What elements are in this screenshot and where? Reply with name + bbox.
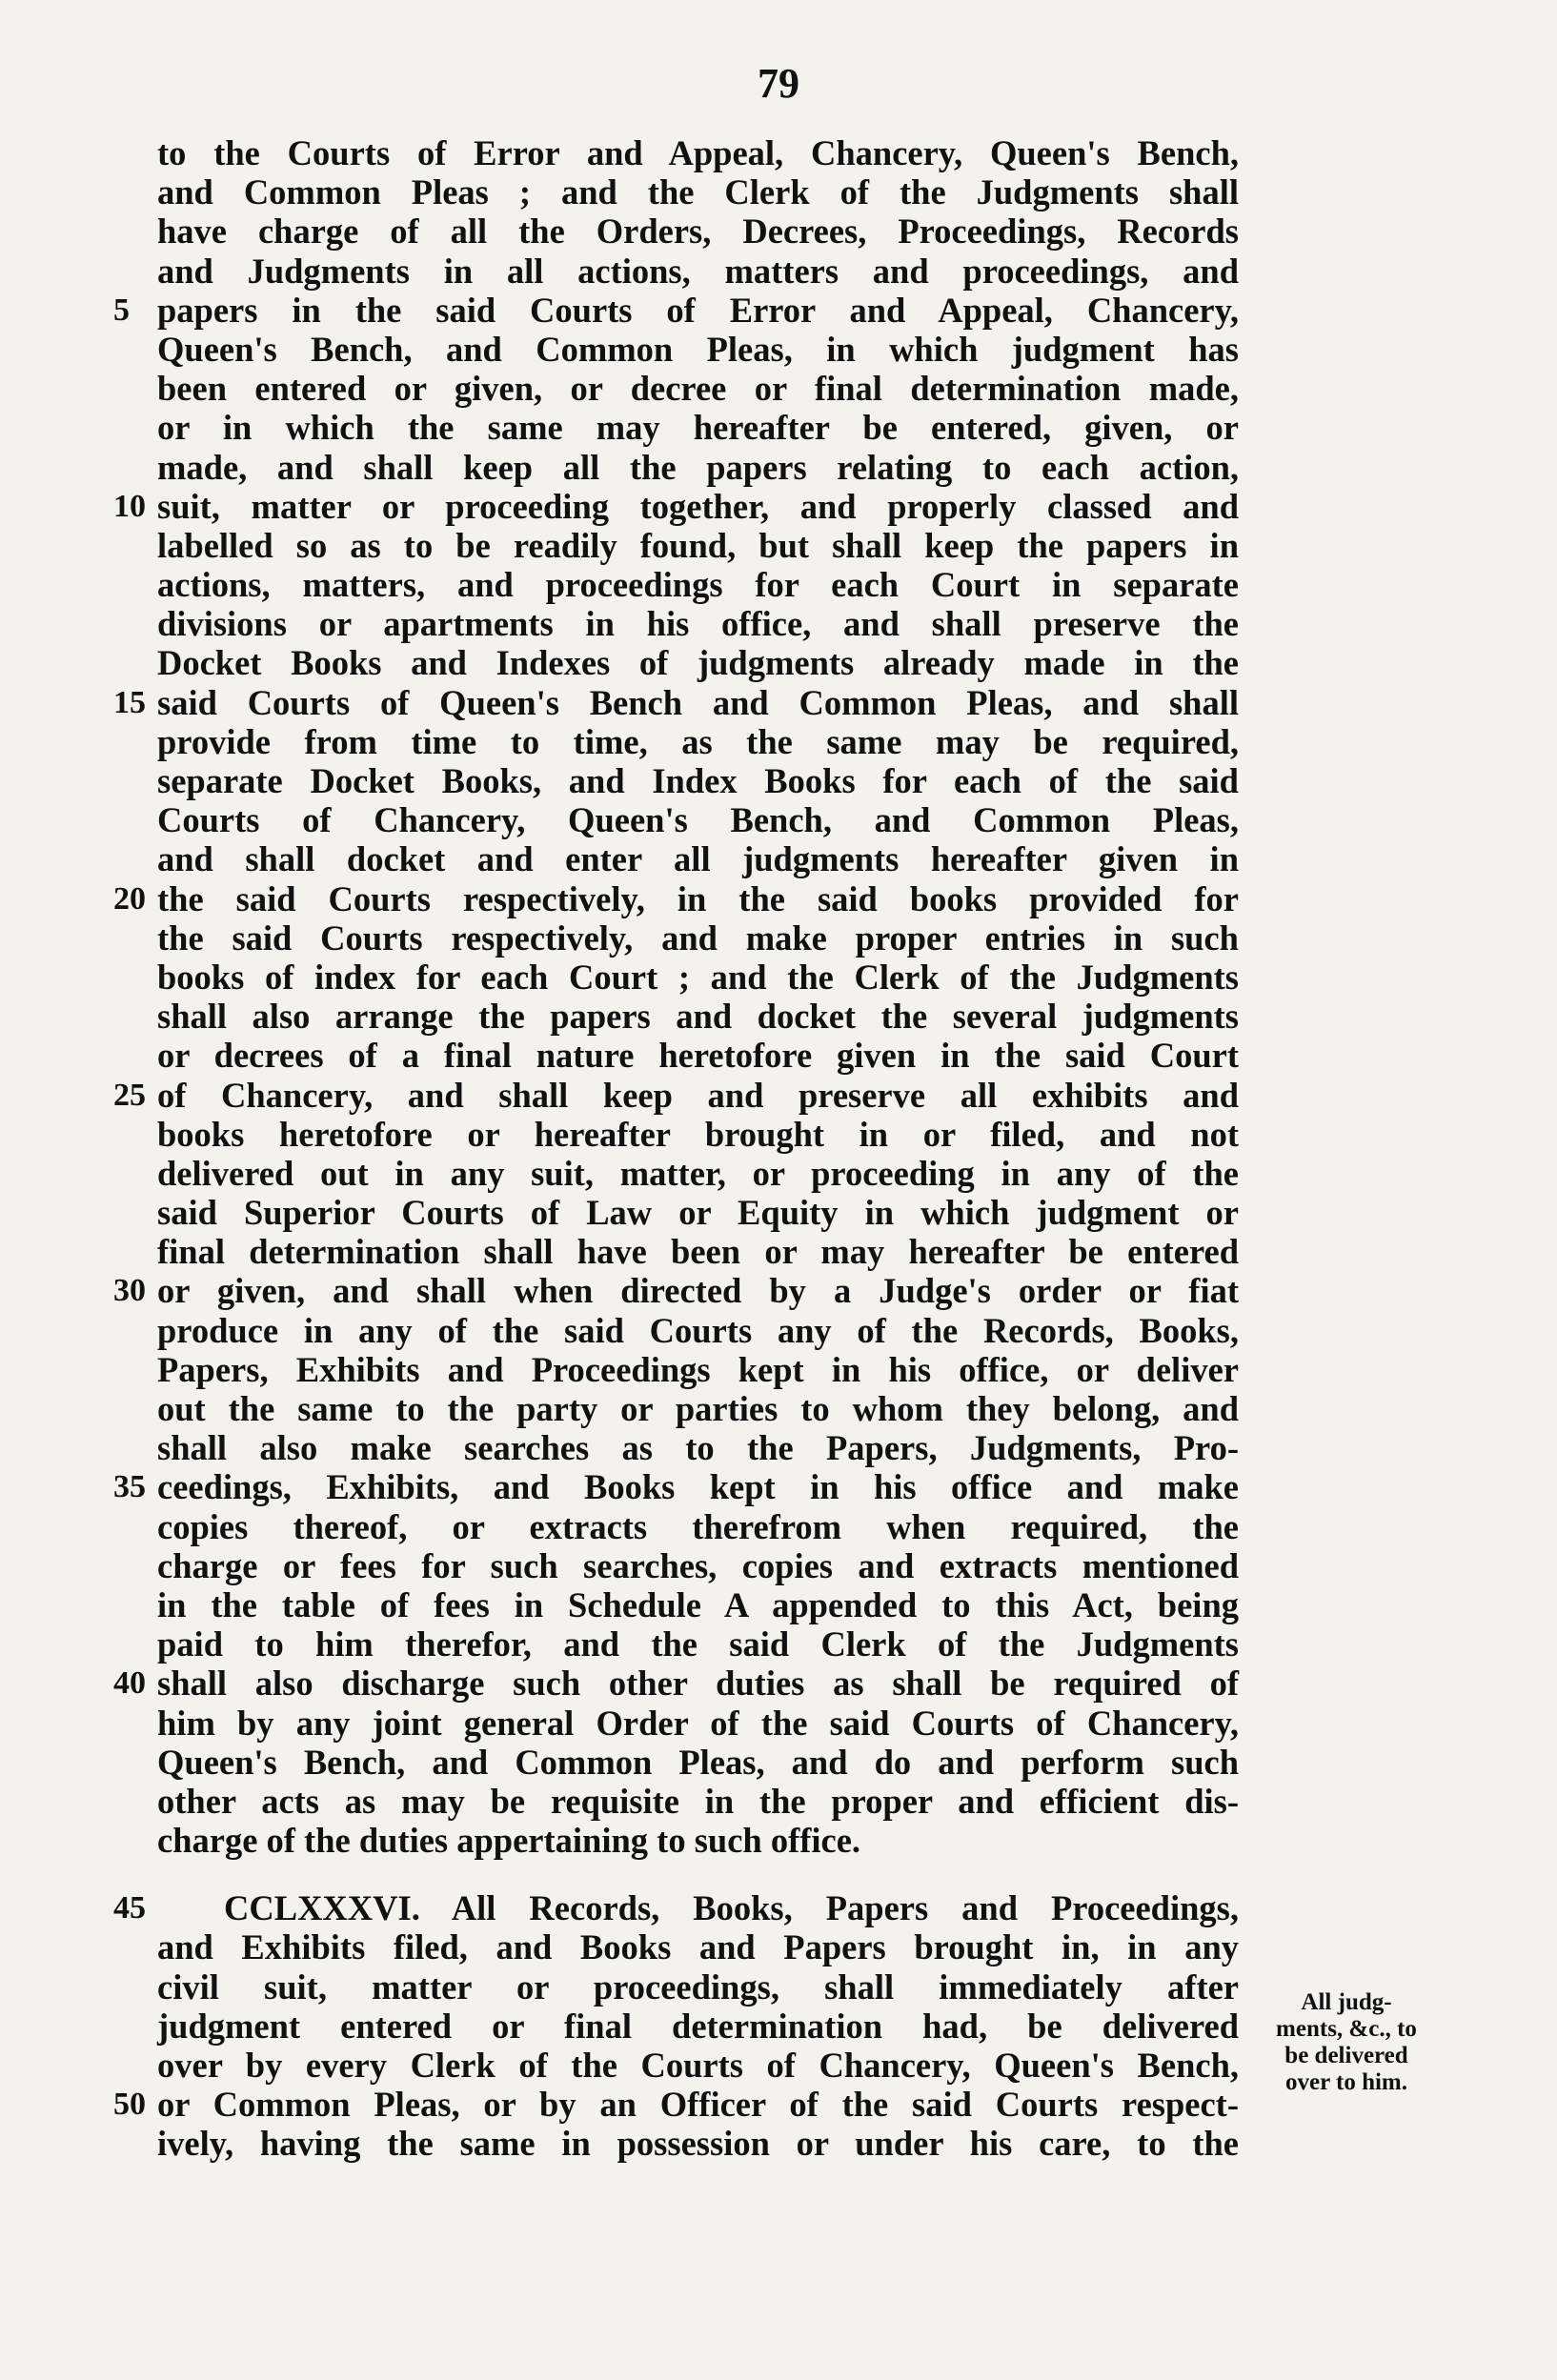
body-text <box>113 133 1239 2164</box>
text-line <box>157 1585 1239 1624</box>
text-line <box>157 1154 1239 1193</box>
text-line <box>113 878 1239 918</box>
line-text: Docket Books and Indexes of judgments already made in the <box>157 643 1239 683</box>
text-line <box>157 565 1239 604</box>
line-text: CCLXXXVI. All Records, Books, Papers and Proceedings, <box>224 1888 1239 1928</box>
text-line <box>157 1350 1239 1389</box>
line-text: and Judgments in all actions, matters and proceedings, and <box>157 251 1239 291</box>
text-line <box>157 604 1239 643</box>
text-line <box>157 2124 1239 2163</box>
line-text: and Common Pleas ; and the Clerk of the Judgments shall <box>157 172 1239 212</box>
line-text: final determination shall have been or may hereafter be entered <box>157 1232 1239 1272</box>
line-text: or decrees of a final nature heretofore given in the said Court <box>157 1036 1239 1076</box>
text-line <box>157 1743 1239 1782</box>
text-line <box>157 212 1239 251</box>
text-line <box>157 918 1239 958</box>
text-line <box>157 1624 1239 1664</box>
line-text: actions, matters, and proceedings for each Court in separate <box>157 565 1239 605</box>
line-text: him by any joint general Order of the said Courts of Chancery, <box>157 1703 1239 1743</box>
text-line <box>157 448 1239 487</box>
text-line <box>157 1193 1239 1232</box>
line-text: or Common Pleas, or by an Officer of the said Courts respect- <box>157 2085 1239 2125</box>
text-line <box>157 2007 1239 2046</box>
line-text: said Courts of Queen's Bench and Common Pleas, and shall <box>157 682 1239 722</box>
line-text: provide from time to time, as the same may be required, <box>157 721 1239 761</box>
text-line <box>113 2085 1239 2125</box>
text-line <box>157 1704 1239 1743</box>
line-text: the said Courts respectively, in the said books provided for <box>157 878 1239 918</box>
text-line <box>157 643 1239 682</box>
line-number: 45 <box>113 1890 146 1926</box>
text-line <box>157 133 1239 172</box>
line-text: separate Docket Books, and Index Books for each of the said <box>157 761 1239 800</box>
text-line <box>157 330 1239 369</box>
line-text: or given, and shall when directed by a Judge's order or fiat <box>157 1271 1239 1311</box>
line-text: Queen's Bench, and Common Pleas, and do and perform such <box>157 1742 1239 1782</box>
text-line <box>157 1428 1239 1467</box>
text-line <box>157 839 1239 878</box>
side-note-line: over to him. <box>1285 2069 1407 2095</box>
text-line <box>157 369 1239 408</box>
line-number: 40 <box>113 1665 146 1702</box>
text-line <box>157 172 1239 212</box>
line-number: 20 <box>113 880 146 917</box>
text-line <box>157 1115 1239 1154</box>
line-number: 5 <box>113 292 130 328</box>
line-text: copies thereof, or extracts therefrom when required, the <box>157 1506 1239 1546</box>
line-text: the said Courts respectively, and make proper entries in such <box>157 918 1239 958</box>
line-text: said Superior Courts of Law or Equity in which judgment or <box>157 1193 1239 1233</box>
line-text: Queen's Bench, and Common Pleas, in which judgment has <box>157 329 1239 369</box>
line-text: papers in the said Courts of Error and Appeal, Chancery, <box>157 290 1239 330</box>
line-number: 15 <box>113 684 146 720</box>
text-line <box>113 1888 1239 1928</box>
text-line <box>157 1507 1239 1546</box>
text-line <box>157 1927 1239 1967</box>
text-line <box>157 1389 1239 1428</box>
side-note <box>1246 1989 1446 2096</box>
line-text: suit, matter or proceeding together, and properly classed and <box>157 486 1239 526</box>
text-line <box>113 486 1239 526</box>
side-note-line: be delivered <box>1284 2043 1408 2068</box>
text-line <box>157 1311 1239 1350</box>
text-line <box>157 1967 1239 2007</box>
line-number: 30 <box>113 1273 146 1309</box>
paragraph-2 <box>113 1888 1239 2164</box>
line-text: have charge of all the Orders, Decrees, Proceedings, Records <box>157 212 1239 252</box>
text-line <box>113 290 1239 330</box>
side-note-line: ments, &c., to <box>1276 2016 1417 2042</box>
text-line <box>113 1664 1239 1704</box>
line-text: judgment entered or final determination had, be delivered <box>157 2006 1239 2046</box>
line-text: and shall docket and enter all judgments hereafter given in <box>157 839 1239 879</box>
text-line <box>157 408 1239 447</box>
line-text: other acts as may be requisite in the proper and efficient dis- <box>157 1781 1239 1821</box>
line-text: charge of the duties appertaining to such office. <box>157 1821 861 1861</box>
line-text: in the table of fees in Schedule A appended to this Act, being <box>157 1584 1239 1624</box>
line-text: paid to him therefor, and the said Clerk of the Judgments <box>157 1624 1239 1664</box>
text-line <box>113 682 1239 722</box>
line-text: shall also make searches as to the Papers, Judgments, Pro- <box>157 1428 1239 1468</box>
paragraph-1 <box>113 133 1239 1861</box>
line-text: ively, having the same in possession or under his care, to the <box>157 2124 1239 2164</box>
text-line <box>157 1232 1239 1271</box>
text-line <box>157 997 1239 1036</box>
text-line <box>113 1467 1239 1507</box>
text-line <box>157 1821 1239 1860</box>
line-text: to the Courts of Error and Appeal, Chancery, Queen's Bench, <box>157 133 1239 172</box>
line-text: books heretofore or hereafter brought in or filed, and not <box>157 1114 1239 1154</box>
page-number: 79 <box>758 60 799 107</box>
line-text: produce in any of the said Courts any of the Records, Books, <box>157 1310 1239 1350</box>
text-line <box>157 1036 1239 1075</box>
line-text: out the same to the party or parties to whom they belong, and <box>157 1389 1239 1428</box>
line-number: 25 <box>113 1077 146 1113</box>
line-text: delivered out in any suit, matter, or proceeding in any of the <box>157 1153 1239 1193</box>
line-text: shall also discharge such other duties as shall be required of <box>157 1664 1239 1704</box>
line-text: ceedings, Exhibits, and Books kept in his office and make <box>157 1467 1239 1507</box>
line-text: made, and shall keep all the papers relating to each action, <box>157 447 1239 487</box>
text-line <box>157 1546 1239 1585</box>
text-line <box>157 1782 1239 1821</box>
line-text: of Chancery, and shall keep and preserve all exhibits and <box>157 1075 1239 1115</box>
line-text: or in which the same may hereafter be entered, given, or <box>157 408 1239 448</box>
line-text: Papers, Exhibits and Proceedings kept in his office, or deliver <box>157 1349 1239 1389</box>
text-line <box>157 526 1239 565</box>
text-line <box>113 1271 1239 1311</box>
line-text: books of index for each Court ; and the Clerk of the Judgments <box>157 957 1239 997</box>
line-text: and Exhibits filed, and Books and Papers brought in, in any <box>157 1927 1239 1967</box>
line-text: charge or fees for such searches, copies and extracts mentioned <box>157 1545 1239 1585</box>
line-number: 50 <box>113 2087 146 2123</box>
text-line <box>157 761 1239 800</box>
text-line <box>157 252 1239 291</box>
line-text: civil suit, matter or proceedings, shall immediately after <box>157 1967 1239 2007</box>
text-line <box>157 2046 1239 2085</box>
text-line <box>157 722 1239 761</box>
line-text: been entered or given, or decree or final determination made, <box>157 369 1239 409</box>
line-text: over by every Clerk of the Courts of Chancery, Queen's Bench, <box>157 2046 1239 2085</box>
line-text: labelled so as to be readily found, but shall keep the papers in <box>157 525 1239 565</box>
line-text: Courts of Chancery, Queen's Bench, and Common Pleas, <box>157 800 1239 840</box>
line-text: divisions or apartments in his office, and shall preserve the <box>157 604 1239 644</box>
text-line <box>157 958 1239 997</box>
line-text: shall also arrange the papers and docket the several judgments <box>157 997 1239 1037</box>
side-note-line: All judg- <box>1301 1989 1392 2015</box>
text-line <box>157 800 1239 839</box>
text-line <box>113 1075 1239 1115</box>
line-number: 35 <box>113 1469 146 1505</box>
line-number: 10 <box>113 488 146 524</box>
